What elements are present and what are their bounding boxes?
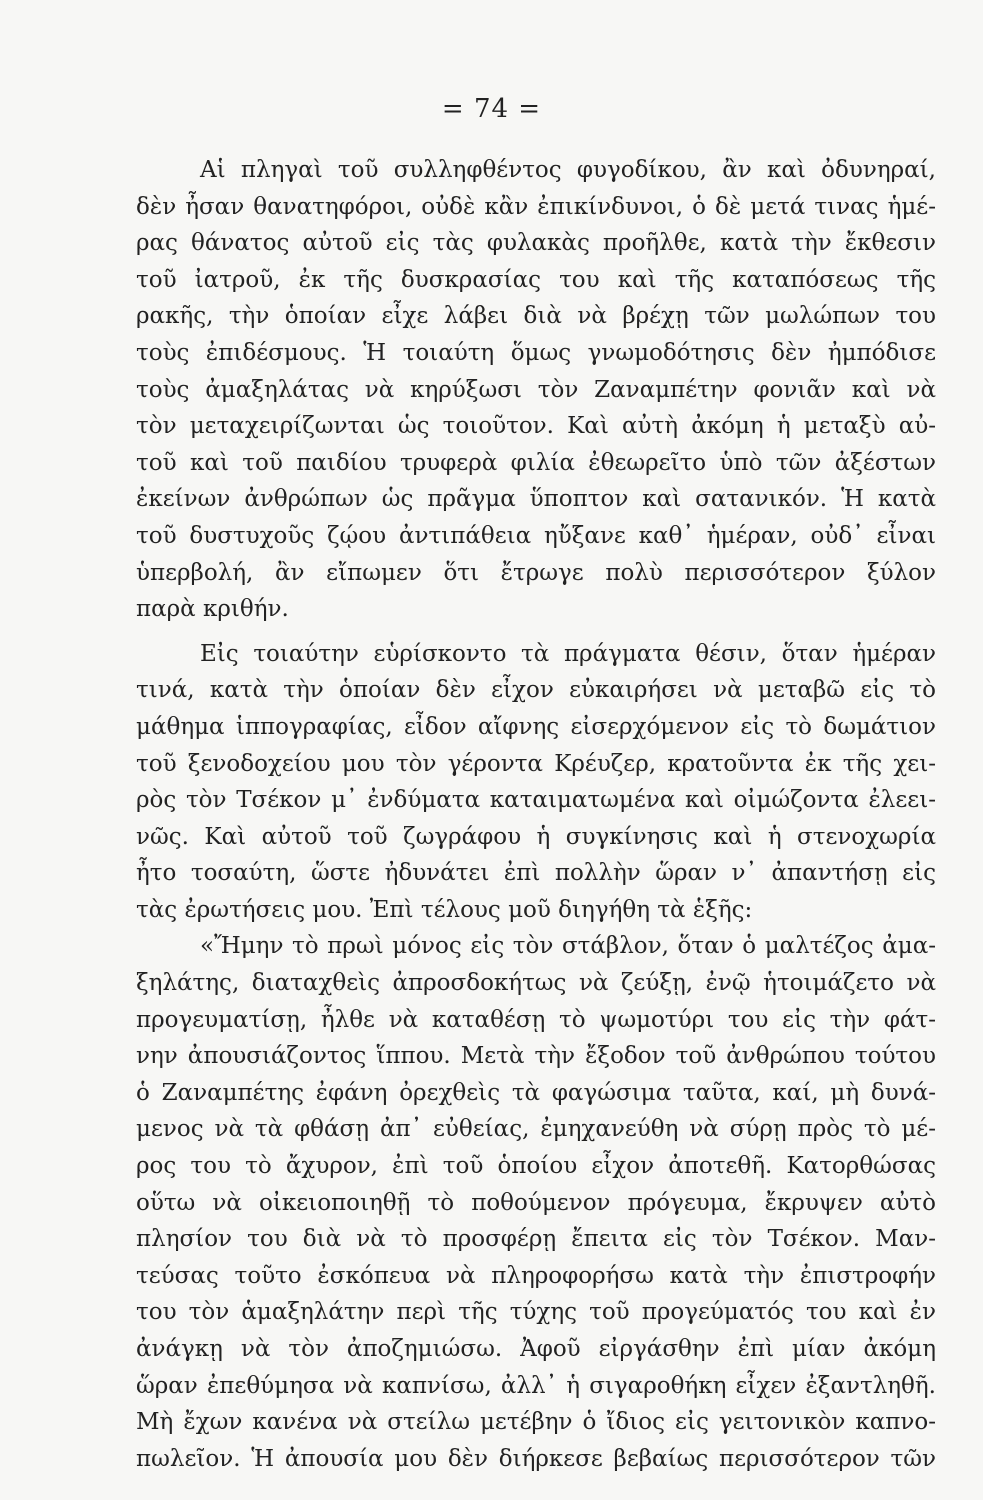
text-line: τοῦ καὶ τοῦ παιδίου τρυφερὰ φιλία ἐθεωρεῖτο ὑπὸ τῶν ἀξέστων bbox=[136, 449, 936, 476]
text-line: νῶς. Καὶ αὐτοῦ τοῦ ζωγράφου ἡ συγκίνησις καὶ ἡ στενοχωρία bbox=[136, 823, 936, 850]
text-line: ὁ Ζαναμπέτης ἐφάνη ὀρεχθεὶς τὰ φαγώσιμα ταῦτα, καί, μὴ δυνά- bbox=[136, 1079, 936, 1106]
paragraph-1 bbox=[136, 152, 936, 628]
body-text bbox=[136, 152, 936, 1477]
text-line: μάθημα ἱππογραφίας, εἶδον αἴφνης εἰσερχόμενον εἰς τὸ δωμάτιον bbox=[136, 713, 936, 740]
text-line: Μὴ ἔχων κανένα νὰ στείλω μετέβην ὁ ἴδιος εἰς γειτονικὸν καπνο- bbox=[136, 1409, 936, 1436]
text-line: ἐκείνων ἀνθρώπων ὡς πρᾶγμα ὕποπτον καὶ σατανικόν. Ἡ κατὰ bbox=[136, 486, 936, 513]
text-line: ρας θάνατος αὐτοῦ εἰς τὰς φυλακὰς προῆλθε, κατὰ τὴν ἔκθεσιν bbox=[136, 230, 936, 257]
text-line: ὑπερβολή, ἂν εἴπωμεν ὅτι ἔτρωγε πολὺ περισσότερον ξύλον bbox=[136, 559, 936, 586]
text-line: τεύσας τοῦτο ἐσκόπευα νὰ πληροφορήσω κατὰ τὴν ἐπιστροφήν bbox=[136, 1262, 936, 1289]
text-line: μενος νὰ τὰ φθάσῃ ἀπ᾽ εὐθείας, ἐμηχανεύθη νὰ σύρῃ πρὸς τὸ μέ- bbox=[136, 1116, 936, 1143]
text-line: δὲν ἦσαν θανατηφόροι, οὐδὲ κἂν ἐπικίνδυνοι, ὁ δὲ μετά τινας ἡμέ- bbox=[136, 193, 936, 220]
text-line: ρος του τὸ ἄχυρον, ἐπὶ τοῦ ὁποίου εἶχον ἀποτεθῆ. Κατορθώσας bbox=[136, 1153, 936, 1180]
text-line: Εἰς τοιαύτην εὑρίσκοντο τὰ πράγματα θέσιν, ὅταν ἡμέραν bbox=[200, 640, 936, 667]
text-line: τοὺς ἀμαξηλάτας νὰ κηρύξωσι τὸν Ζαναμπέτην φονιᾶν καὶ νὰ bbox=[136, 376, 936, 403]
text-line: οὕτω νὰ οἰκειοποιηθῇ τὸ ποθούμενον πρόγευμα, ἔκρυψεν αὐτὸ bbox=[136, 1189, 936, 1216]
paragraph-3 bbox=[136, 928, 936, 1477]
text-line: Αἱ πληγαὶ τοῦ συλληφθέντος φυγοδίκου, ἂν καὶ ὀδυνηραί, bbox=[200, 157, 936, 183]
paragraph-2 bbox=[136, 636, 936, 929]
text-line: τοὺς ἐπιδέσμους. Ἡ τοιαύτη ὅμως γνωμοδότησις δὲν ἠμπόδισε bbox=[136, 339, 936, 366]
text-line: πωλεῖον. Ἡ ἀπουσία μου δὲν διήρκεσε βεβαίως περισσότερον τῶν bbox=[136, 1445, 936, 1472]
text-line: προγευματίσῃ, ἦλθε νὰ καταθέσῃ τὸ ψωμοτύρι του εἰς τὴν φάτ- bbox=[136, 1006, 936, 1033]
text-line: ρὸς τὸν Τσέκον μ᾽ ἐνδύματα καταιματωμένα καὶ οἰμώζοντα ἐλεει- bbox=[136, 787, 936, 814]
text-line: «Ἤμην τὸ πρωὶ μόνος εἰς τὸν στάβλον, ὅταν ὁ μαλτέζος ἀμα- bbox=[200, 933, 936, 960]
text-line: ἀνάγκῃ νὰ τὸν ἀποζημιώσω. Ἀφοῦ εἰργάσθην ἐπὶ μίαν ἀκόμη bbox=[136, 1336, 936, 1362]
text-line: τοῦ ξενοδοχείου μου τὸν γέροντα Κρέυζερ, κρατοῦντα ἐκ τῆς χει- bbox=[136, 750, 936, 777]
text-line: ξηλάτης, διαταχθεὶς ἀπροσδοκήτως νὰ ζεύξῃ, ἐνῷ ἡτοιμάζετο νὰ bbox=[136, 970, 936, 997]
text-line: παρὰ κριθήν. bbox=[136, 596, 289, 623]
text-line: ρακῆς, τὴν ὁποίαν εἶχε λάβει διὰ νὰ βρέχῃ τῶν μωλώπων του bbox=[136, 303, 936, 330]
text-line: νην ἀπουσιάζοντος ἵππου. Μετὰ τὴν ἔξοδον τοῦ ἀνθρώπου τούτου bbox=[136, 1043, 936, 1070]
text-line: του τὸν ἁμαξηλάτην περὶ τῆς τύχης τοῦ προγεύματός του καὶ ἐν bbox=[136, 1299, 936, 1326]
text-line: τὸν μεταχειρίζωνται ὡς τοιοῦτον. Καὶ αὐτὴ ἀκόμη ἡ μεταξὺ αὐ- bbox=[136, 413, 936, 440]
text-line: πλησίον του διὰ νὰ τὸ προσφέρῃ ἔπειτα εἰς τὸν Τσέκον. Μαν- bbox=[136, 1226, 936, 1253]
text-line: ἦτο τοσαύτη, ὥστε ἠδυνάτει ἐπὶ πολλὴν ὥραν ν᾽ ἀπαντήσῃ εἰς bbox=[136, 860, 936, 887]
text-line: τοῦ ἰατροῦ, ἐκ τῆς δυσκρασίας του καὶ τῆς καταπόσεως τῆς bbox=[136, 266, 936, 293]
text-line: τοῦ δυστυχοῦς ζῴου ἀντιπάθεια ηὔξανε καθ᾽ ἡμέραν, οὐδ᾽ εἶναι bbox=[136, 522, 936, 549]
text-line: τὰς ἐρωτήσεις μου. Ἐπὶ τέλους μοῦ διηγήθη τὰ ἑξῆς: bbox=[136, 896, 753, 923]
page-number: = 74 = bbox=[441, 94, 542, 124]
text-line: ὥραν ἐπεθύμησα νὰ καπνίσω, ἀλλ᾽ ἡ σιγαροθήκη εἶχεν ἐξαντληθῆ. bbox=[136, 1372, 936, 1399]
text-line: τινά, κατὰ τὴν ὁποίαν δὲν εἶχον εὐκαιρήσει νὰ μεταβῶ εἰς τὸ bbox=[136, 677, 936, 704]
